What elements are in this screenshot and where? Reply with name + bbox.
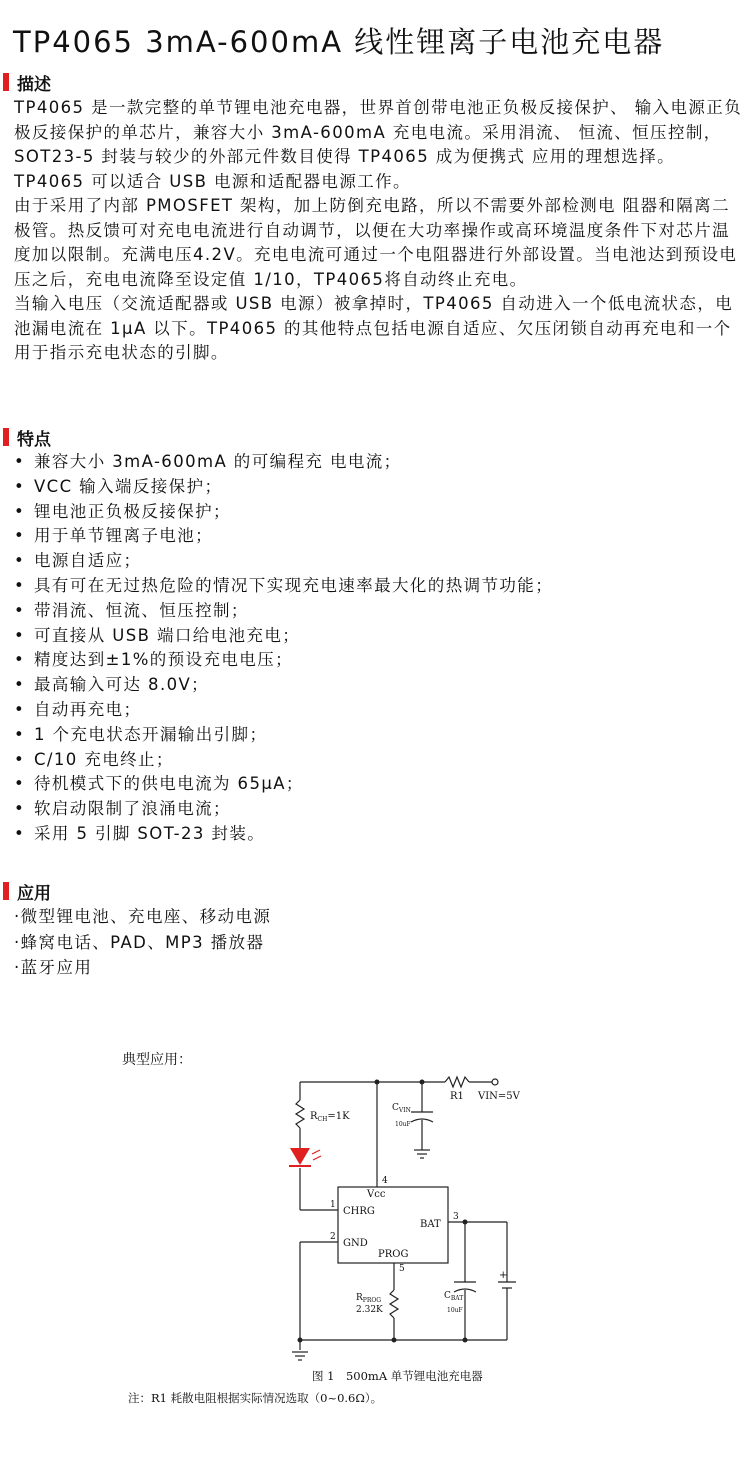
list-item: • 用于单节锂离子电池； (14, 526, 213, 546)
section-applications-title: 应用 (17, 883, 51, 904)
list-item: • 具有可在无过热危险的情况下实现充电速率最大化的热调节功能； (14, 575, 554, 595)
rprog-label: $R_{PROG}$ (356, 1293, 382, 1304)
list-item: • 自动再充电； (14, 699, 142, 719)
vin-terminal (492, 1079, 498, 1085)
cbat-value: 10uF (447, 1307, 463, 1314)
list-item: • 最高输入可达 8.0V； (14, 675, 210, 695)
pin4-label: 4 (382, 1176, 388, 1186)
battery-plus-label: + (499, 1270, 508, 1281)
list-item: • 电源自适应； (14, 551, 142, 571)
section-description-title: 描述 (17, 74, 51, 95)
list-item: • 软启动限制了浪涌电流； (14, 799, 231, 819)
list-item: • VCC 输入端反接保护； (14, 476, 223, 496)
bat-label: BAT (420, 1219, 441, 1230)
rch-resistor (296, 1100, 304, 1128)
gnd-label: GND (343, 1238, 368, 1249)
list-item: • 兼容大小 3mA-600mA 的可编程充 电电流； (14, 452, 402, 471)
vcc-label: Vcc (367, 1189, 386, 1200)
figure-label: 典型应用： (122, 1052, 192, 1068)
rch-label: $R_{CH}=1K$ (310, 1111, 350, 1123)
list-item: ·蓝牙应用 (14, 958, 93, 977)
led-icon (289, 1148, 321, 1166)
prog-label: PROG (378, 1249, 409, 1260)
figure-note: 注：R1 耗散电阻根据实际情况选取（0~0.6Ω）。 (128, 1391, 383, 1405)
r1-label: R1 (450, 1091, 464, 1102)
description-paragraph: 当输入电压（交流适配器或 USB 电源）被拿掉时，TP4065 自动进入一个低电流状态，电池漏电流在 1μA 以下。TP4065 的其他特点包括电源自适应、欠压闭锁自动再充电和一个用于指示充电状态的引脚。 (14, 294, 734, 362)
description-paragraph: TP4065 是一款完整的单节锂电池充电器，世界首创带电池正负极反接保护、 输入电源正负极反接保护的单芯片，兼容大小 3mA-600mA 充电电流。采用涓流、 恒流、恒压控制，SOT23-5 封装与较少的外部元件数目使得 TP4065 成为便携式 应用的理想选择。TP4065 可以适合 USB 电源和适配器电源工作。 (14, 98, 743, 191)
pin2-label: 2 (330, 1232, 336, 1242)
list-item: • 带涓流、恒流、恒压控制； (14, 600, 249, 620)
rprog-value: 2.32K (356, 1305, 383, 1315)
cbat-label: $C_{BAT}$ (444, 1291, 464, 1302)
list-item: • 采用 5 引脚 SOT-23 封装。 (14, 823, 266, 843)
cvin-value: 10uF (395, 1121, 411, 1128)
pin3-label: 3 (453, 1212, 459, 1222)
cvin-label: $C_{VIN}$ (392, 1103, 411, 1114)
list-item: • 精度达到±1%的预设充电电压； (14, 650, 294, 670)
list-item: ·微型锂电池、充电座、移动电源 (14, 907, 272, 926)
list-item: • C/10 充电终止； (14, 749, 174, 769)
vin-label: VIN=5V (478, 1091, 520, 1102)
section-features-title: 特点 (17, 429, 51, 450)
description-paragraph: 由于采用了内部 PMOSFET 架构，加上防倒充电路，所以不需要外部检测电 阻器和隔离二极管。热反馈可对充电电流进行自动调节，以便在大功率操作或高环境温度条件下对芯片温度加以限制。充满电压4.2V。充电电流可通过一个电阻器进行外部设置。当电池达到预设电压之后，充电电流降至设定值 1/10，TP4065将自动终止充电。 (14, 196, 738, 289)
rprog-resistor (390, 1290, 398, 1318)
list-item: • 1 个充电状态开漏输出引脚； (14, 724, 268, 744)
list-item: • 锂电池正负极反接保护； (14, 501, 231, 521)
chrg-label: CHRG (343, 1206, 375, 1217)
list-item: • 待机模式下的供电电流为 65μA； (14, 774, 304, 794)
page-title: TP4065 3mA-600mA 线性锂离子电池充电器 (13, 25, 665, 59)
list-item: • 可直接从 USB 端口给电池充电； (14, 625, 301, 645)
r1-resistor (445, 1077, 469, 1087)
pin5-label: 5 (399, 1264, 405, 1274)
list-item: ·蜂窝电话、PAD、MP3 播放器 (14, 932, 265, 952)
pin1-label: 1 (330, 1200, 336, 1210)
figure-caption: 图 1 500mA 单节锂电池充电器 (312, 1369, 483, 1383)
